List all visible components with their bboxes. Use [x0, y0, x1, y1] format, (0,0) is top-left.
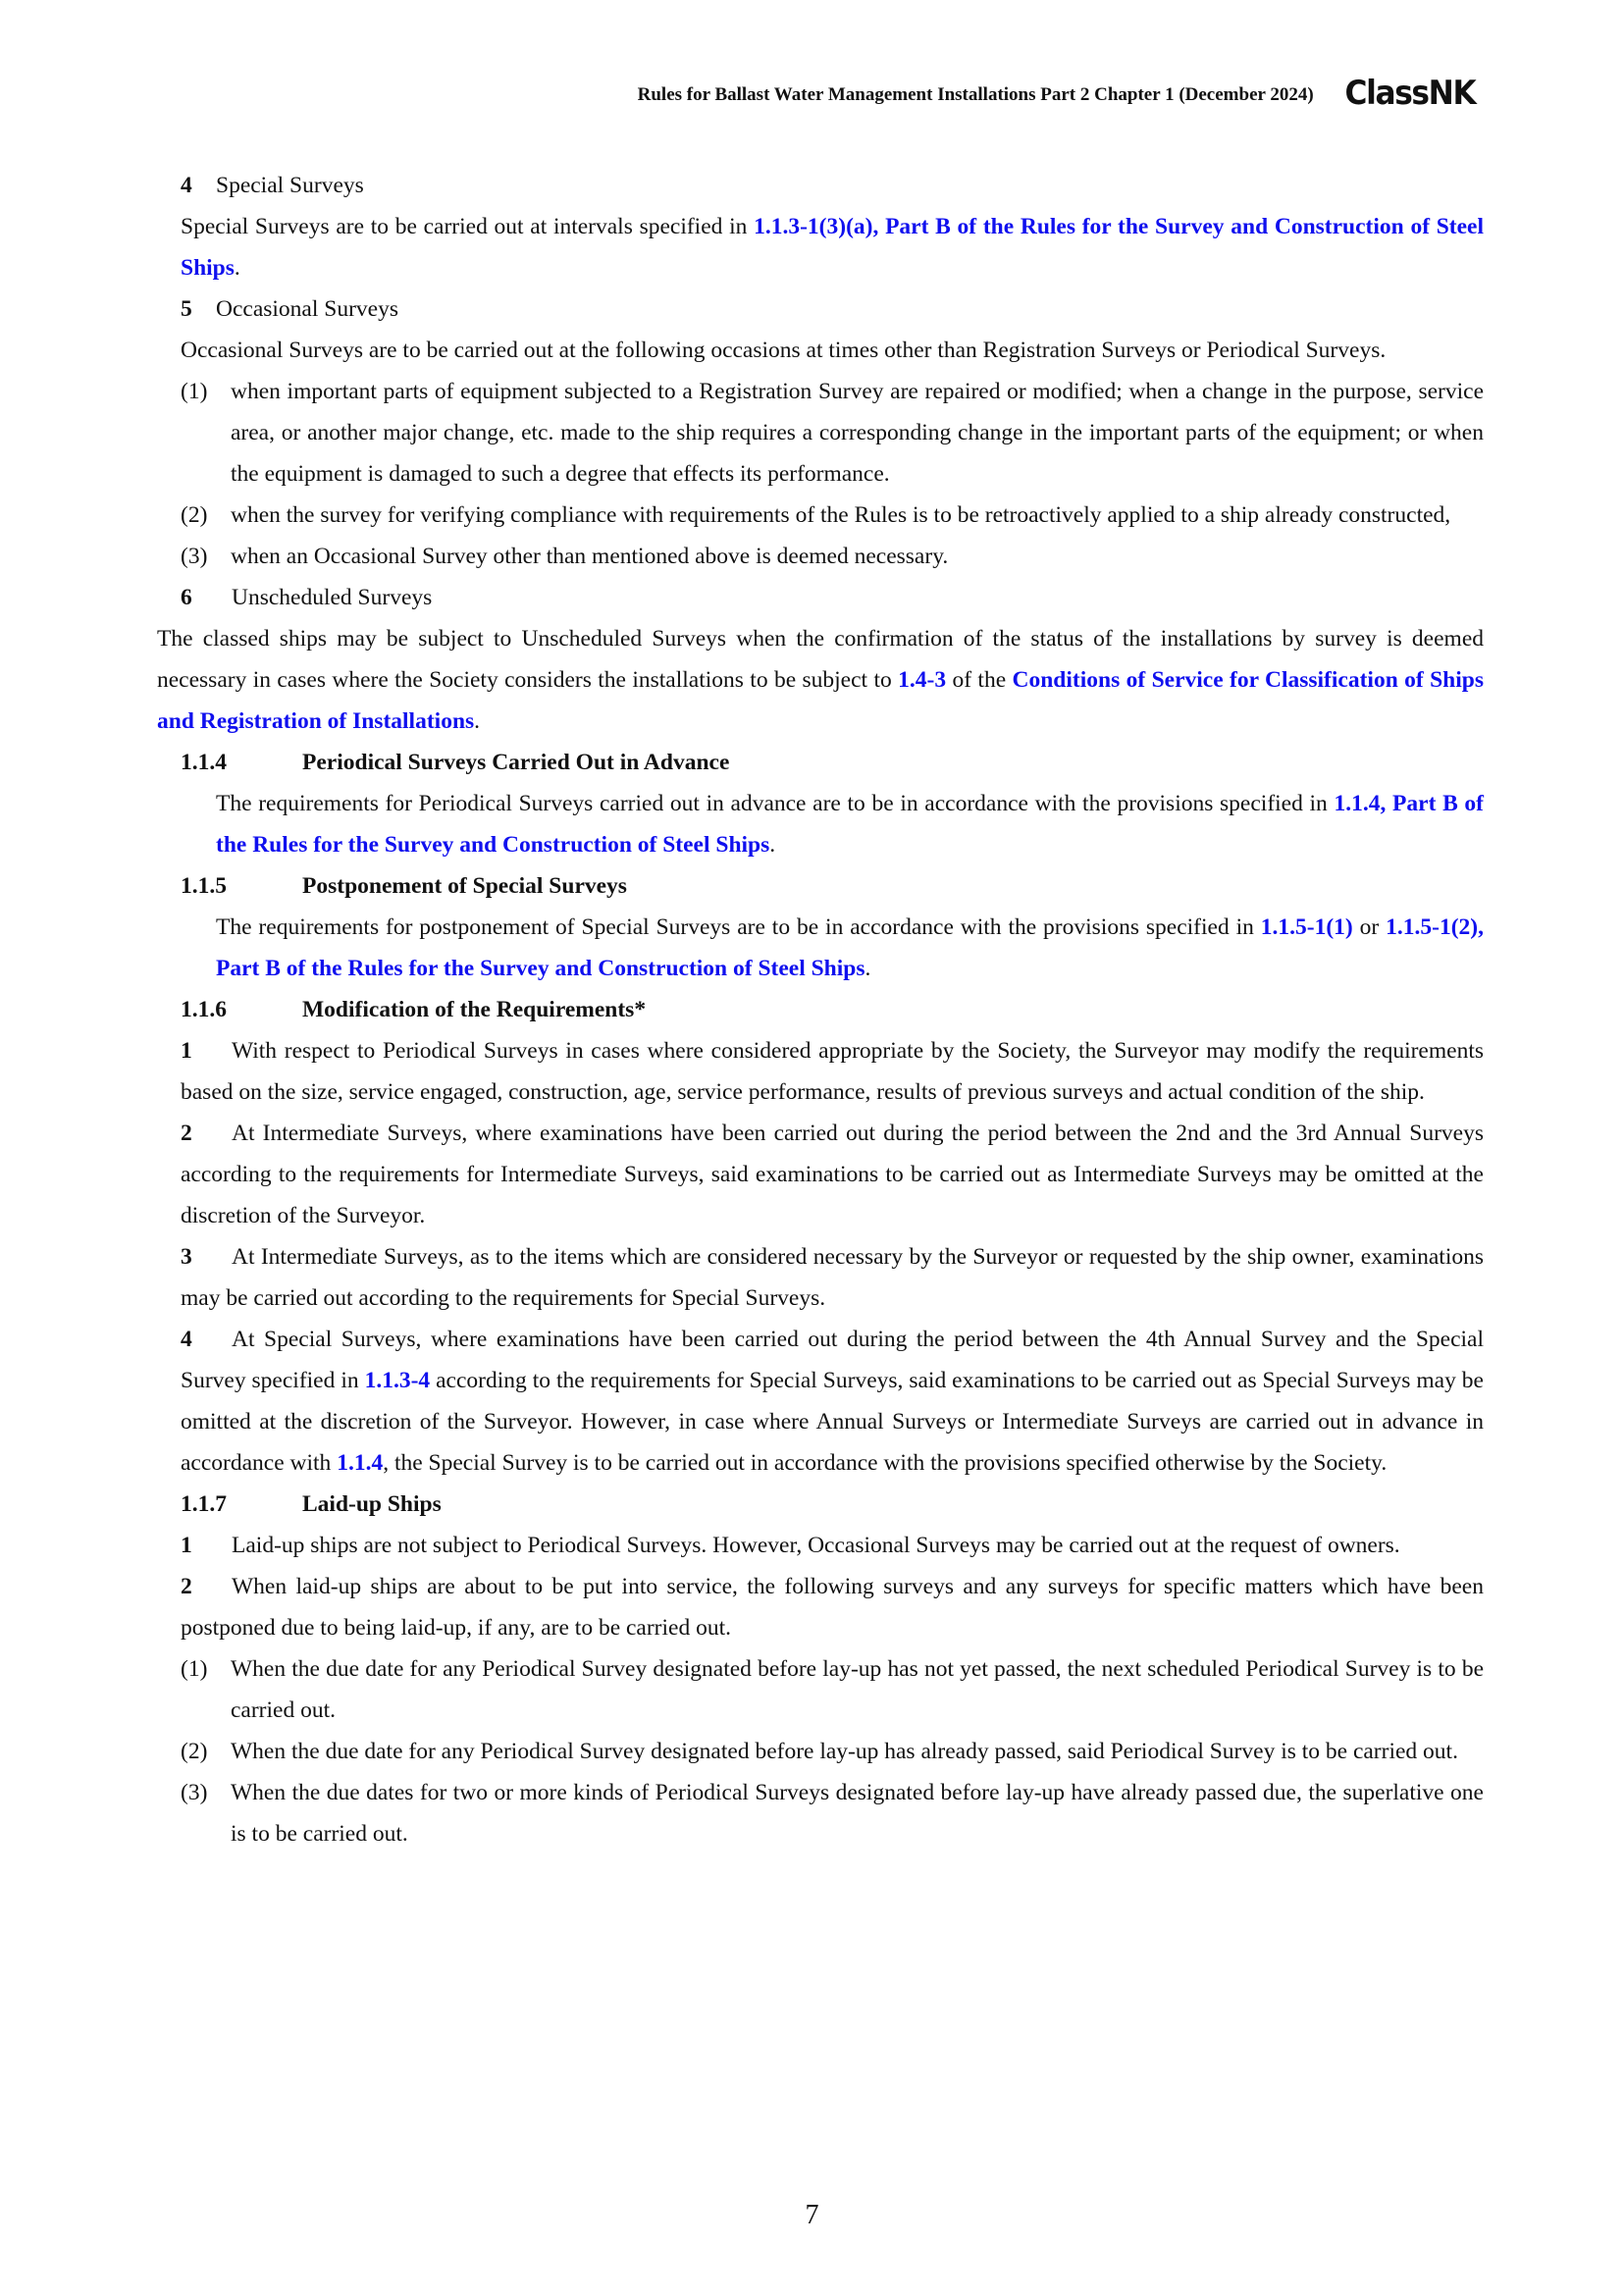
- text-run: Special Surveys are to be carried out at intervals specified in: [181, 214, 755, 239]
- list-item: [157, 536, 1484, 577]
- section-title: Periodical Surveys Carried Out in Advance: [302, 750, 730, 775]
- paragraph-number: 6: [181, 585, 192, 610]
- numbered-paragraph: [157, 1566, 1484, 1648]
- paragraph-text: At Intermediate Surveys, where examinations have been carried out during the period between the 2nd and the 3rd Annual Surveys according to the requirements for Intermediate Surveys, said examinations to be carried out as Intermediate Surveys may be omitted at the discretion of the Surveyor.: [181, 1121, 1484, 1228]
- section-heading: [157, 865, 1484, 907]
- section-number: 1.1.4: [181, 750, 227, 775]
- classnk-logo: ClassNK: [1344, 74, 1475, 113]
- numbered-paragraph: [157, 1525, 1484, 1566]
- paragraph-number: 4: [181, 173, 192, 198]
- list-item-text: when an Occasional Survey other than mentioned above is deemed necessary.: [231, 544, 949, 569]
- section-number: 1.1.7: [181, 1491, 227, 1517]
- list-item: [157, 371, 1484, 495]
- list-item: [157, 1731, 1484, 1772]
- list-item: [157, 1772, 1484, 1854]
- paragraph-number: 5: [181, 296, 192, 322]
- rule-reference-link[interactable]: 1.1.4: [337, 1450, 384, 1476]
- section-title: Laid-up Ships: [302, 1491, 442, 1517]
- text-run: The requirements for postponement of Special Surveys are to be in accordance with the provisions specified in: [216, 914, 1261, 940]
- paragraph-number: 1: [181, 1038, 192, 1064]
- list-item-text: When the due date for any Periodical Survey designated before lay-up has already passed, said Periodical Survey is to be carried out.: [231, 1739, 1458, 1764]
- paragraph-heading-text: Unscheduled Surveys: [232, 585, 433, 610]
- text-run: .: [474, 708, 481, 734]
- paragraph-text: [157, 206, 1484, 288]
- paragraph-text: [157, 783, 1484, 865]
- list-item: [157, 495, 1484, 536]
- rule-reference-link[interactable]: 1.1.3-1(3)(a), Part B of the Rules for the Survey and Construction of Steel Ships: [181, 214, 1485, 281]
- text-run: The classed ships may be subject to Unscheduled Surveys when the confirmation of the status of the installations by survey is deemed necessary in cases where the Society considers the installations to be subject to: [157, 626, 1484, 693]
- section-number: 1.1.5: [181, 873, 227, 899]
- paragraph-number: 3: [181, 1244, 192, 1270]
- paragraph-text: When laid-up ships are about to be put into service, the following surveys and any surveys for specific matters which have been postponed due to being laid-up, if any, are to be carried out.: [181, 1574, 1484, 1641]
- text-run: .: [769, 832, 776, 858]
- page-header: [637, 74, 1475, 113]
- paragraph-number: 2: [181, 1574, 192, 1599]
- list-item-label: (1): [181, 379, 208, 404]
- section-title: Modification of the Requirements*: [302, 997, 647, 1022]
- rule-reference-link[interactable]: 1.1.5-1(1): [1260, 914, 1353, 940]
- paragraph-heading: [157, 577, 1484, 618]
- paragraph-text: [157, 907, 1484, 989]
- list-item-label: (3): [181, 1780, 208, 1805]
- list-item-label: (2): [181, 502, 208, 528]
- text-run: .: [234, 255, 240, 281]
- rule-reference-link[interactable]: Conditions of Service for Classification of Ships and Registration of Installations: [157, 667, 1484, 734]
- numbered-paragraph: [157, 1030, 1484, 1113]
- paragraph-text: At Intermediate Surveys, as to the items which are considered necessary by the Surveyor or requested by the ship owner, examinations may be carried out according to the requirements for Special Surveys.: [181, 1244, 1484, 1311]
- page-number: 7: [805, 2200, 819, 2230]
- paragraph-number: 4: [181, 1327, 192, 1352]
- text-run: At Special Surveys, where examinations have been carried out during the period between the 4th Annual Survey and the Special Survey specified in: [181, 1327, 1484, 1393]
- numbered-paragraph: [157, 1236, 1484, 1319]
- list-item-label: (1): [181, 1656, 208, 1682]
- paragraph-text: With respect to Periodical Surveys in cases where considered appropriate by the Society, the Surveyor may modify the requirements based on the size, service engaged, construction, age, service performance, results of previous surveys and actual condition of the ship.: [181, 1038, 1484, 1105]
- section-heading: [157, 989, 1484, 1030]
- rule-reference-link[interactable]: 1.1.5-1(2), Part B of the Rules for the Survey and Construction of Steel Ships: [216, 914, 1484, 981]
- list-item-label: (3): [181, 544, 208, 569]
- text-run: The requirements for Periodical Surveys carried out in advance are to be in accordance with the provisions specified in: [216, 791, 1335, 816]
- paragraph-text: [157, 618, 1484, 742]
- paragraph-heading-text: Occasional Surveys: [216, 296, 398, 322]
- paragraph-heading: [157, 288, 1484, 330]
- document-body: [157, 165, 1484, 1854]
- paragraph-heading: [157, 165, 1484, 206]
- header-title: Rules for Ballast Water Management Installations Part 2 Chapter 1 (December 2024): [637, 84, 1314, 105]
- section-number: 1.1.6: [181, 997, 227, 1022]
- paragraph-number: 2: [181, 1121, 192, 1146]
- list-item-text: When the due date for any Periodical Survey designated before lay-up has not yet passed, the next scheduled Periodical Survey is to be carried out.: [231, 1656, 1484, 1723]
- paragraph-text: Laid-up ships are not subject to Periodical Surveys. However, Occasional Surveys may be carried out at the request of owners.: [232, 1533, 1400, 1558]
- text-run: .: [864, 956, 871, 981]
- section-heading: [157, 742, 1484, 783]
- rule-reference-link[interactable]: 1.1.3-4: [364, 1368, 431, 1393]
- paragraph-number: 1: [181, 1533, 192, 1558]
- list-item-text: when the survey for verifying compliance with requirements of the Rules is to be retroactively applied to a ship already constructed,: [231, 502, 1451, 528]
- list-item-text: when important parts of equipment subjected to a Registration Survey are repaired or modified; when a change in the purpose, service area, or another major change, etc. made to the ship requires a corresponding change in the important parts of the equipment; or when the equipment is damaged to such a degree that effects its performance.: [231, 379, 1484, 487]
- numbered-paragraph: [157, 1319, 1484, 1484]
- section-title: Postponement of Special Surveys: [302, 873, 627, 899]
- rule-reference-link[interactable]: 1.1.4, Part B of the Rules for the Survey and Construction of Steel Ships: [216, 791, 1484, 858]
- list-item-label: (2): [181, 1739, 208, 1764]
- numbered-paragraph: [157, 1113, 1484, 1236]
- text-run: , the Special Survey is to be carried out in accordance with the provisions specified otherwise by the Society.: [383, 1450, 1388, 1476]
- text-run: of the: [946, 667, 1013, 693]
- paragraph-text: Occasional Surveys are to be carried out at the following occasions at times other than Registration Surveys or Periodical Surveys.: [181, 338, 1387, 363]
- list-item-text: When the due dates for two or more kinds of Periodical Surveys designated before lay-up have already passed due, the superlative one is to be carried out.: [231, 1780, 1484, 1847]
- text-run: according to the requirements for Special Surveys, said examinations to be carried out as Special Surveys may be omitted at the discretion of the Surveyor. However, in case where Annual Surveys or Intermediate Surveys are carried out in advance in accordance with: [181, 1368, 1484, 1476]
- list-item: [157, 1648, 1484, 1731]
- rule-reference-link[interactable]: 1.4-3: [898, 667, 947, 693]
- section-heading: [157, 1484, 1484, 1525]
- paragraph-heading-text: Special Surveys: [216, 173, 364, 198]
- text-run: or: [1352, 914, 1387, 940]
